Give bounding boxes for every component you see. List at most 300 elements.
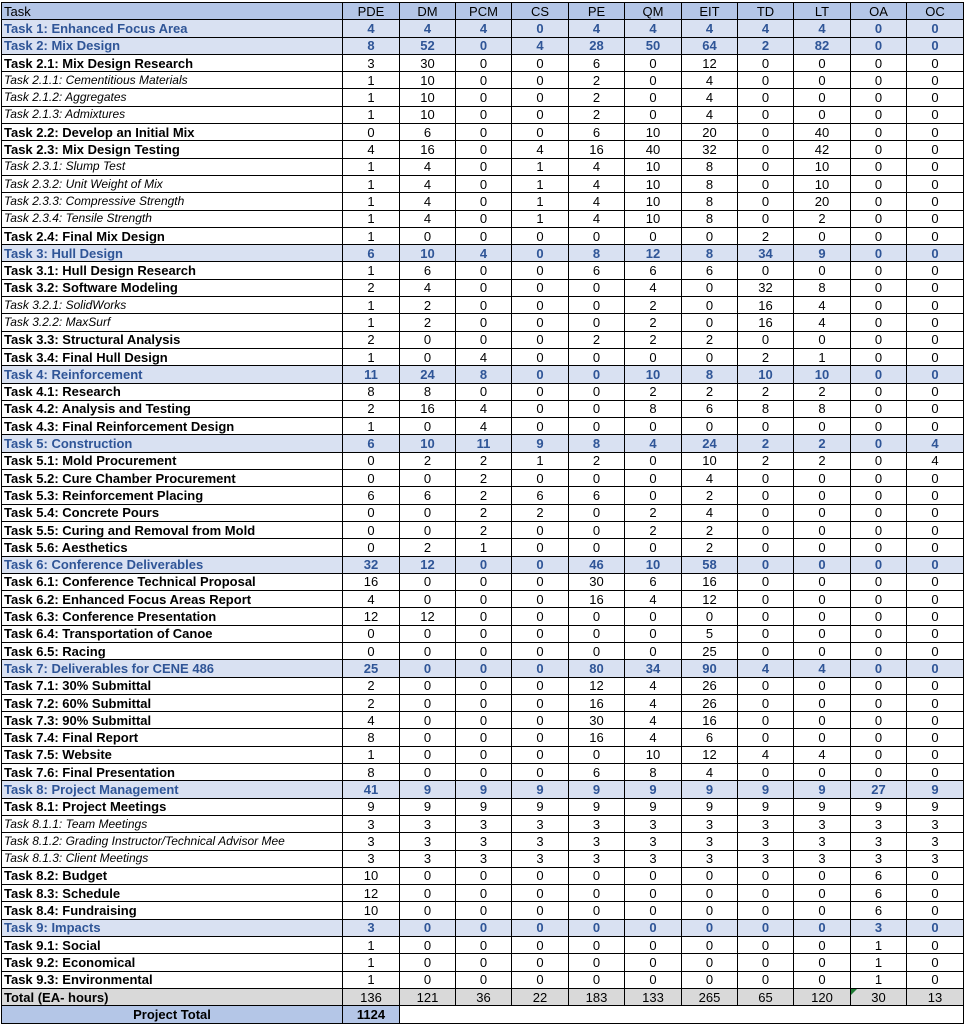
hours-cell[interactable]: 0 (851, 106, 907, 123)
hours-cell[interactable]: 0 (456, 573, 512, 590)
hours-cell[interactable]: 0 (738, 573, 794, 590)
hours-cell[interactable]: 0 (625, 867, 682, 884)
task-name-cell[interactable]: Task 7.4: Final Report (2, 729, 343, 746)
hours-cell[interactable]: 3 (794, 815, 851, 832)
hours-cell[interactable]: 0 (512, 764, 569, 781)
hours-cell[interactable]: 0 (456, 297, 512, 314)
hours-cell[interactable]: 4 (456, 245, 512, 262)
hours-cell[interactable]: 0 (512, 694, 569, 711)
hours-cell[interactable]: 2 (569, 331, 625, 348)
hours-cell[interactable]: 0 (851, 89, 907, 106)
hours-cell[interactable]: 0 (851, 608, 907, 625)
hours-cell[interactable]: 0 (512, 608, 569, 625)
hours-cell[interactable]: 0 (456, 314, 512, 331)
hours-cell[interactable]: 0 (625, 625, 682, 642)
hours-cell[interactable]: 0 (512, 573, 569, 590)
hours-cell[interactable]: 0 (907, 539, 964, 556)
hours-cell[interactable]: 0 (794, 487, 851, 504)
hours-cell[interactable]: 0 (907, 54, 964, 71)
hours-cell[interactable]: 0 (738, 504, 794, 521)
hours-cell[interactable]: 0 (907, 919, 964, 936)
task-name-cell[interactable]: Task 3.3: Structural Analysis (2, 331, 343, 348)
hours-cell[interactable]: 0 (851, 227, 907, 244)
task-name-cell[interactable]: Task 5.4: Concrete Pours (2, 504, 343, 521)
hours-cell[interactable]: 6 (851, 902, 907, 919)
hours-cell[interactable]: 9 (794, 781, 851, 798)
hours-cell[interactable]: 0 (400, 521, 456, 538)
hours-cell[interactable]: 0 (738, 158, 794, 175)
hours-cell[interactable]: 64 (682, 37, 738, 54)
hours-cell[interactable]: 3 (738, 850, 794, 867)
hours-cell[interactable]: 2 (456, 521, 512, 538)
task-name-cell[interactable]: Task 6.1: Conference Technical Proposal (2, 573, 343, 590)
hours-cell[interactable]: 4 (400, 279, 456, 296)
hours-cell[interactable]: 41 (343, 781, 400, 798)
hours-cell[interactable]: 0 (569, 954, 625, 971)
hours-cell[interactable]: 0 (512, 54, 569, 71)
task-name-cell[interactable]: Task 2.1.2: Aggregates (2, 89, 343, 106)
project-total-label[interactable]: Project Total (2, 1006, 343, 1023)
hours-cell[interactable]: 9 (738, 798, 794, 815)
hours-cell[interactable]: 9 (907, 781, 964, 798)
hours-cell[interactable]: 10 (682, 452, 738, 469)
hours-cell[interactable]: 0 (851, 435, 907, 452)
hours-cell[interactable]: 12 (682, 591, 738, 608)
hours-cell[interactable]: 0 (456, 885, 512, 902)
hours-cell[interactable]: 8 (682, 366, 738, 383)
hours-cell[interactable]: 28 (569, 37, 625, 54)
hours-cell[interactable]: 1 (512, 210, 569, 227)
hours-cell[interactable]: 0 (400, 712, 456, 729)
hours-cell[interactable]: 6 (682, 729, 738, 746)
task-name-cell[interactable]: Task 6.3: Conference Presentation (2, 608, 343, 625)
hours-cell[interactable]: 4 (794, 314, 851, 331)
hours-cell[interactable]: 1 (343, 72, 400, 89)
hours-cell[interactable]: 0 (851, 348, 907, 365)
hours-cell[interactable]: 2 (569, 89, 625, 106)
hours-cell[interactable]: 0 (456, 971, 512, 988)
hours-cell[interactable]: 0 (851, 452, 907, 469)
hours-cell[interactable]: 0 (907, 694, 964, 711)
hours-cell[interactable]: 0 (738, 487, 794, 504)
hours-cell[interactable]: 0 (794, 504, 851, 521)
hours-cell[interactable]: 4 (456, 418, 512, 435)
hours-cell[interactable]: 1 (343, 175, 400, 192)
hours-cell[interactable]: 10 (625, 158, 682, 175)
hours-cell[interactable]: 0 (512, 400, 569, 417)
hours-cell[interactable]: 0 (907, 470, 964, 487)
hours-cell[interactable]: 16 (569, 591, 625, 608)
hours-cell[interactable]: 0 (400, 954, 456, 971)
hours-cell[interactable]: 0 (794, 919, 851, 936)
hours-cell[interactable]: 0 (456, 764, 512, 781)
task-name-cell[interactable]: Task 2.3.4: Tensile Strength (2, 210, 343, 227)
hours-cell[interactable]: 42 (794, 141, 851, 158)
hours-cell[interactable]: 0 (512, 245, 569, 262)
hours-cell[interactable]: 0 (851, 279, 907, 296)
hours-cell[interactable]: 0 (343, 470, 400, 487)
hours-cell[interactable]: 12 (400, 556, 456, 573)
hours-cell[interactable]: 2 (400, 539, 456, 556)
hours-cell[interactable]: 0 (682, 297, 738, 314)
hours-cell[interactable]: 0 (400, 885, 456, 902)
total-hours-cell[interactable]: 30 (851, 988, 907, 1005)
hours-cell[interactable]: 6 (569, 764, 625, 781)
hours-cell[interactable]: 0 (456, 141, 512, 158)
hours-cell[interactable]: 0 (625, 418, 682, 435)
hours-cell[interactable]: 4 (682, 764, 738, 781)
hours-cell[interactable]: 0 (400, 642, 456, 659)
task-name-cell[interactable]: Task 8.2: Budget (2, 867, 343, 884)
hours-cell[interactable]: 3 (512, 815, 569, 832)
hours-cell[interactable]: 0 (456, 124, 512, 141)
hours-cell[interactable]: 9 (400, 798, 456, 815)
task-name-cell[interactable]: Task 2.2: Develop an Initial Mix (2, 124, 343, 141)
hours-cell[interactable]: 0 (907, 521, 964, 538)
hours-cell[interactable]: 0 (907, 89, 964, 106)
hours-cell[interactable]: 0 (456, 712, 512, 729)
hours-cell[interactable]: 2 (794, 383, 851, 400)
hours-cell[interactable]: 0 (738, 867, 794, 884)
hours-cell[interactable]: 0 (851, 297, 907, 314)
hours-cell[interactable]: 4 (907, 435, 964, 452)
hours-cell[interactable]: 3 (343, 833, 400, 850)
hours-cell[interactable]: 0 (738, 521, 794, 538)
task-name-cell[interactable]: Task 2.1.3: Admixtures (2, 106, 343, 123)
hours-cell[interactable]: 0 (456, 660, 512, 677)
hours-cell[interactable]: 1 (343, 193, 400, 210)
hours-cell[interactable]: 0 (625, 72, 682, 89)
hours-cell[interactable]: 0 (738, 919, 794, 936)
hours-cell[interactable]: 12 (682, 54, 738, 71)
task-name-cell[interactable]: Task 7.2: 60% Submittal (2, 694, 343, 711)
hours-cell[interactable]: 2 (343, 694, 400, 711)
hours-cell[interactable]: 2 (625, 314, 682, 331)
hours-cell[interactable]: 8 (625, 400, 682, 417)
task-name-cell[interactable]: Task 3.2.1: SolidWorks (2, 297, 343, 314)
hours-cell[interactable]: 3 (625, 833, 682, 850)
hours-cell[interactable]: 3 (794, 833, 851, 850)
hours-cell[interactable]: 0 (625, 470, 682, 487)
hours-cell[interactable]: 8 (682, 210, 738, 227)
hours-cell[interactable]: 3 (400, 833, 456, 850)
hours-cell[interactable]: 0 (569, 539, 625, 556)
hours-cell[interactable]: 2 (682, 539, 738, 556)
hours-cell[interactable]: 0 (738, 642, 794, 659)
hours-cell[interactable]: 0 (851, 245, 907, 262)
hours-cell[interactable]: 0 (794, 885, 851, 902)
hours-cell[interactable]: 2 (625, 521, 682, 538)
hours-cell[interactable]: 34 (625, 660, 682, 677)
hours-cell[interactable]: 0 (794, 539, 851, 556)
hours-cell[interactable]: 2 (682, 521, 738, 538)
hours-cell[interactable]: 0 (456, 227, 512, 244)
hours-cell[interactable]: 0 (569, 608, 625, 625)
hours-cell[interactable]: 0 (400, 746, 456, 763)
hours-cell[interactable]: 0 (512, 729, 569, 746)
hours-cell[interactable]: 0 (851, 764, 907, 781)
task-name-cell[interactable]: Task 3.1: Hull Design Research (2, 262, 343, 279)
hours-cell[interactable]: 9 (512, 798, 569, 815)
hours-cell[interactable]: 58 (682, 556, 738, 573)
hours-cell[interactable]: 20 (682, 124, 738, 141)
hours-cell[interactable]: 0 (400, 867, 456, 884)
hours-cell[interactable]: 0 (851, 124, 907, 141)
hours-cell[interactable]: 0 (851, 20, 907, 37)
hours-cell[interactable]: 4 (400, 210, 456, 227)
hours-cell[interactable]: 0 (794, 867, 851, 884)
hours-cell[interactable]: 8 (569, 245, 625, 262)
hours-cell[interactable]: 9 (343, 798, 400, 815)
task-name-cell[interactable]: Task 9.2: Economical (2, 954, 343, 971)
task-name-cell[interactable]: Task 3.4: Final Hull Design (2, 348, 343, 365)
task-name-cell[interactable]: Task 7.6: Final Presentation (2, 764, 343, 781)
hours-cell[interactable]: 9 (456, 781, 512, 798)
hours-cell[interactable]: 0 (625, 954, 682, 971)
hours-cell[interactable]: 16 (682, 712, 738, 729)
hours-cell[interactable]: 0 (512, 20, 569, 37)
hours-cell[interactable]: 10 (625, 175, 682, 192)
hours-cell[interactable]: 16 (569, 694, 625, 711)
hours-cell[interactable]: 0 (907, 72, 964, 89)
hours-cell[interactable]: 0 (907, 227, 964, 244)
hours-cell[interactable]: 0 (625, 608, 682, 625)
task-name-cell[interactable]: Task 5.3: Reinforcement Placing (2, 487, 343, 504)
hours-cell[interactable]: 10 (625, 746, 682, 763)
hours-cell[interactable]: 0 (738, 72, 794, 89)
hours-cell[interactable]: 0 (569, 937, 625, 954)
hours-cell[interactable]: 16 (738, 297, 794, 314)
hours-cell[interactable]: 0 (851, 660, 907, 677)
hours-cell[interactable]: 2 (682, 487, 738, 504)
hours-cell[interactable]: 0 (738, 729, 794, 746)
task-name-cell[interactable]: Task 2.1.1: Cementitious Materials (2, 72, 343, 89)
hours-cell[interactable]: 9 (851, 798, 907, 815)
hours-cell[interactable]: 0 (851, 539, 907, 556)
hours-cell[interactable]: 6 (512, 487, 569, 504)
hours-cell[interactable]: 0 (512, 470, 569, 487)
hours-cell[interactable]: 0 (512, 521, 569, 538)
hours-cell[interactable]: 0 (569, 521, 625, 538)
task-name-cell[interactable]: Task 8: Project Management (2, 781, 343, 798)
hours-cell[interactable]: 0 (456, 694, 512, 711)
hours-cell[interactable]: 10 (625, 366, 682, 383)
hours-cell[interactable]: 9 (569, 798, 625, 815)
hours-cell[interactable]: 0 (456, 158, 512, 175)
hours-cell[interactable]: 2 (738, 37, 794, 54)
total-hours-cell[interactable]: 120 (794, 988, 851, 1005)
task-name-cell[interactable]: Task 7: Deliverables for CENE 486 (2, 660, 343, 677)
task-name-cell[interactable]: Task 5.5: Curing and Removal from Mold (2, 521, 343, 538)
hours-cell[interactable]: 0 (569, 504, 625, 521)
task-name-cell[interactable]: Task 8.3: Schedule (2, 885, 343, 902)
hours-cell[interactable]: 3 (343, 919, 400, 936)
hours-cell[interactable]: 0 (851, 487, 907, 504)
hours-cell[interactable]: 4 (343, 141, 400, 158)
hours-cell[interactable]: 2 (400, 314, 456, 331)
hours-cell[interactable]: 2 (682, 383, 738, 400)
hours-cell[interactable]: 0 (512, 418, 569, 435)
hours-cell[interactable]: 0 (400, 694, 456, 711)
task-name-cell[interactable]: Task 5.6: Aesthetics (2, 539, 343, 556)
hours-cell[interactable]: 0 (907, 210, 964, 227)
hours-cell[interactable]: 6 (625, 573, 682, 590)
hours-cell[interactable]: 3 (625, 850, 682, 867)
hours-cell[interactable]: 0 (400, 504, 456, 521)
hours-cell[interactable]: 0 (907, 660, 964, 677)
hours-cell[interactable]: 0 (738, 556, 794, 573)
hours-cell[interactable]: 0 (456, 89, 512, 106)
hours-cell[interactable]: 0 (907, 262, 964, 279)
hours-cell[interactable]: 0 (625, 348, 682, 365)
hours-cell[interactable]: 0 (907, 366, 964, 383)
hours-cell[interactable]: 0 (794, 54, 851, 71)
hours-cell[interactable]: 4 (682, 470, 738, 487)
hours-cell[interactable]: 12 (569, 677, 625, 694)
hours-cell[interactable]: 0 (569, 919, 625, 936)
hours-cell[interactable]: 6 (569, 262, 625, 279)
task-name-cell[interactable]: Task 4.2: Analysis and Testing (2, 400, 343, 417)
hours-cell[interactable]: 2 (625, 331, 682, 348)
hours-cell[interactable]: 0 (456, 279, 512, 296)
hours-cell[interactable]: 0 (400, 573, 456, 590)
hours-cell[interactable]: 0 (625, 919, 682, 936)
hours-cell[interactable]: 0 (907, 245, 964, 262)
hours-cell[interactable]: 0 (400, 677, 456, 694)
hours-cell[interactable]: 0 (400, 591, 456, 608)
hours-cell[interactable]: 4 (625, 591, 682, 608)
hours-cell[interactable]: 0 (738, 677, 794, 694)
hours-cell[interactable]: 2 (738, 383, 794, 400)
hours-cell[interactable]: 3 (400, 815, 456, 832)
hours-cell[interactable]: 0 (512, 954, 569, 971)
hours-cell[interactable]: 1 (512, 452, 569, 469)
hours-cell[interactable]: 2 (456, 487, 512, 504)
hours-cell[interactable]: 4 (569, 175, 625, 192)
hours-cell[interactable]: 0 (400, 971, 456, 988)
hours-cell[interactable]: 0 (851, 141, 907, 158)
hours-cell[interactable]: 0 (851, 573, 907, 590)
hours-cell[interactable]: 0 (456, 746, 512, 763)
hours-cell[interactable]: 0 (569, 746, 625, 763)
hours-cell[interactable]: 0 (851, 677, 907, 694)
hours-cell[interactable]: 0 (851, 210, 907, 227)
hours-cell[interactable]: 0 (569, 366, 625, 383)
task-name-cell[interactable]: Task 9: Impacts (2, 919, 343, 936)
hours-cell[interactable]: 4 (400, 20, 456, 37)
hours-cell[interactable]: 1 (343, 297, 400, 314)
hours-cell[interactable]: 0 (851, 175, 907, 192)
hours-cell[interactable]: 0 (456, 867, 512, 884)
hours-cell[interactable]: 0 (738, 591, 794, 608)
total-hours-cell[interactable]: 133 (625, 988, 682, 1005)
hours-cell[interactable]: 0 (569, 418, 625, 435)
hours-cell[interactable]: 0 (343, 504, 400, 521)
hours-cell[interactable]: 11 (343, 366, 400, 383)
hours-cell[interactable]: 10 (794, 158, 851, 175)
hours-cell[interactable]: 0 (456, 677, 512, 694)
hours-cell[interactable]: 40 (625, 141, 682, 158)
hours-cell[interactable]: 16 (569, 141, 625, 158)
hours-cell[interactable]: 0 (343, 625, 400, 642)
hours-cell[interactable]: 0 (456, 954, 512, 971)
hours-cell[interactable]: 1 (343, 227, 400, 244)
hours-cell[interactable]: 3 (682, 815, 738, 832)
hours-cell[interactable]: 0 (907, 158, 964, 175)
hours-cell[interactable]: 0 (851, 729, 907, 746)
hours-cell[interactable]: 4 (456, 348, 512, 365)
hours-cell[interactable]: 0 (907, 383, 964, 400)
task-name-cell[interactable]: Task 6: Conference Deliverables (2, 556, 343, 573)
hours-cell[interactable]: 2 (456, 452, 512, 469)
hours-cell[interactable]: 4 (625, 20, 682, 37)
hours-cell[interactable]: 0 (343, 452, 400, 469)
hours-cell[interactable]: 0 (456, 72, 512, 89)
hours-cell[interactable]: 0 (682, 971, 738, 988)
hours-cell[interactable]: 16 (569, 729, 625, 746)
hours-cell[interactable]: 40 (794, 124, 851, 141)
hours-cell[interactable]: 0 (907, 20, 964, 37)
hours-cell[interactable]: 1 (343, 158, 400, 175)
hours-cell[interactable]: 0 (907, 279, 964, 296)
hours-cell[interactable]: 0 (456, 175, 512, 192)
hours-cell[interactable]: 0 (794, 677, 851, 694)
hours-cell[interactable]: 1 (343, 262, 400, 279)
hours-cell[interactable]: 8 (343, 764, 400, 781)
hours-cell[interactable]: 0 (512, 539, 569, 556)
hours-cell[interactable]: 20 (794, 193, 851, 210)
hours-cell[interactable]: 0 (512, 971, 569, 988)
hours-cell[interactable]: 0 (682, 885, 738, 902)
hours-cell[interactable]: 0 (851, 193, 907, 210)
hours-cell[interactable]: 0 (851, 158, 907, 175)
hours-cell[interactable]: 0 (512, 106, 569, 123)
hours-cell[interactable]: 4 (512, 141, 569, 158)
hours-cell[interactable]: 0 (512, 227, 569, 244)
hours-cell[interactable]: 6 (682, 262, 738, 279)
hours-cell[interactable]: 16 (738, 314, 794, 331)
hours-cell[interactable]: 2 (343, 279, 400, 296)
hours-cell[interactable]: 4 (738, 746, 794, 763)
hours-cell[interactable]: 6 (400, 262, 456, 279)
project-total-value[interactable]: 1124 (343, 1006, 400, 1023)
hours-cell[interactable]: 9 (907, 798, 964, 815)
hours-cell[interactable]: 1 (343, 210, 400, 227)
hours-cell[interactable]: 1 (343, 746, 400, 763)
hours-cell[interactable]: 9 (682, 781, 738, 798)
hours-cell[interactable]: 0 (343, 539, 400, 556)
hours-cell[interactable]: 4 (682, 20, 738, 37)
hours-cell[interactable]: 0 (569, 885, 625, 902)
hours-cell[interactable]: 0 (794, 608, 851, 625)
hours-cell[interactable]: 0 (512, 642, 569, 659)
hours-cell[interactable]: 0 (794, 262, 851, 279)
hours-cell[interactable]: 3 (907, 850, 964, 867)
hours-cell[interactable]: 10 (400, 89, 456, 106)
hours-cell[interactable]: 9 (512, 435, 569, 452)
hours-cell[interactable]: 0 (794, 971, 851, 988)
hours-cell[interactable]: 1 (343, 971, 400, 988)
hours-cell[interactable]: 0 (569, 297, 625, 314)
hours-cell[interactable]: 0 (512, 383, 569, 400)
hours-cell[interactable]: 2 (343, 331, 400, 348)
hours-cell[interactable]: 12 (682, 746, 738, 763)
hours-cell[interactable]: 30 (569, 573, 625, 590)
hours-cell[interactable]: 0 (738, 539, 794, 556)
total-hours-cell[interactable]: 22 (512, 988, 569, 1005)
hours-cell[interactable]: 0 (625, 885, 682, 902)
hours-cell[interactable]: 2 (625, 383, 682, 400)
